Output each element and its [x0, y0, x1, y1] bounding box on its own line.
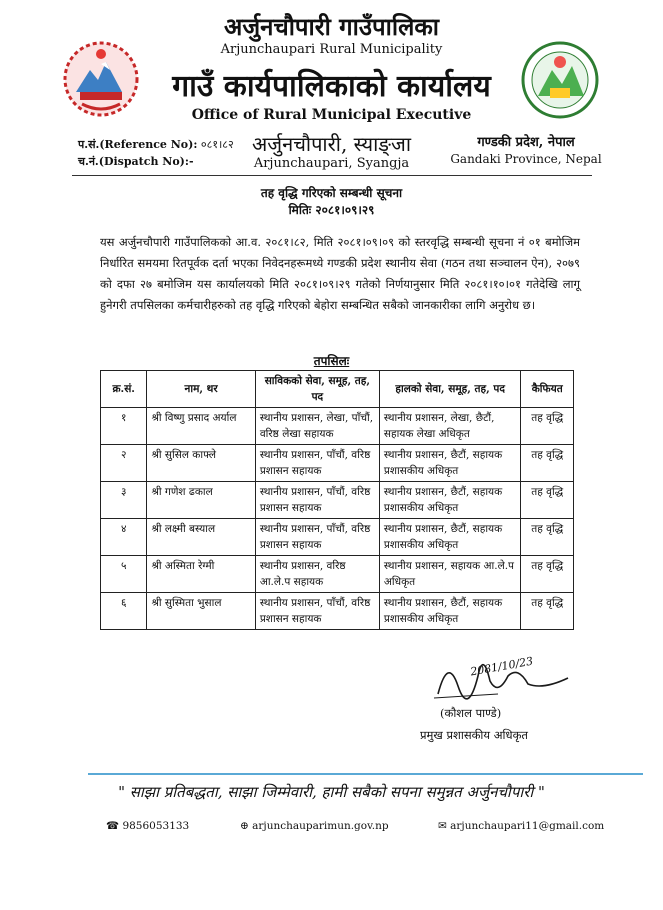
cell-new-post: स्थानीय प्रशासन, छैटौं, सहायक प्रशासकीय अधिकृत	[379, 482, 521, 519]
notice-date: मितिः २०८१।०९।२९	[288, 203, 375, 217]
cell-new-post: स्थानीय प्रशासन, छैटौं, सहायक प्रशासकीय अधिकृत	[379, 519, 521, 556]
cell-name: श्री सुसिल काफ्ले	[147, 445, 255, 482]
table-row	[101, 593, 574, 630]
cell-old-post: स्थानीय प्रशासन, पाँचौं, वरिष्ठ प्रशासन सहायक	[255, 482, 379, 519]
province-en: Gandaki Province, Nepal	[450, 152, 602, 166]
phone-number: 9856053133	[122, 820, 190, 832]
header-divider	[72, 175, 592, 176]
office-name-np: गाउँ कार्यपालिकाको कार्यालय	[172, 69, 491, 104]
signature-date: 2081/10/23	[469, 654, 535, 679]
cell-name: श्री विष्णु प्रसाद अर्याल	[147, 408, 255, 445]
cell-name: श्री सुस्मिता भुसाल	[147, 593, 255, 630]
cell-new-post: स्थानीय प्रशासन, छैटौं, सहायक प्रशासकीय अधिकृत	[379, 445, 521, 482]
tapsil-heading: तपसिलः	[313, 354, 350, 368]
reference-value: ०८१।८२	[200, 138, 234, 151]
signatory-title: प्रमुख प्रशासकीय अधिकृत	[420, 728, 528, 742]
footer-email	[438, 820, 604, 832]
footer-website	[240, 820, 389, 832]
office-name-en: Office of Rural Municipal Executive	[191, 107, 472, 123]
employee-table	[100, 370, 574, 630]
table-row	[101, 445, 574, 482]
cell-new-post: स्थानीय प्रशासन, छैटौं, सहायक प्रशासकीय अधिकृत	[379, 593, 521, 630]
signature-scribble	[428, 646, 578, 706]
footer-divider	[88, 773, 643, 775]
municipality-name-np: अर्जुनचौपारी गाउँपालिका	[223, 12, 440, 41]
col-header-new-post: हालको सेवा, समूह, तह, पद	[379, 371, 521, 408]
phone-icon: ☎	[106, 820, 120, 832]
dispatch-number	[78, 154, 194, 169]
cell-new-post: स्थानीय प्रशासन, सहायक आ.ले.प अधिकृत	[379, 556, 521, 593]
cell-old-post: स्थानीय प्रशासन, पाँचौं, वरिष्ठ प्रशासन सहायक	[255, 519, 379, 556]
cell-sn: २	[101, 445, 147, 482]
cell-sn: ४	[101, 519, 147, 556]
website-link[interactable]: arjunchauparimun.gov.np	[252, 820, 389, 832]
col-header-name: नाम, थर	[147, 371, 255, 408]
cell-sn: १	[101, 408, 147, 445]
cell-old-post: स्थानीय प्रशासन, पाँचौं, वरिष्ठ प्रशासन सहायक	[255, 445, 379, 482]
cell-remark: तह वृद्धि	[521, 408, 574, 445]
cell-old-post: स्थानीय प्रशासन, पाँचौं, वरिष्ठ प्रशासन सहायक	[255, 593, 379, 630]
cell-sn: ३	[101, 482, 147, 519]
cell-sn: ६	[101, 593, 147, 630]
reference-number	[78, 137, 234, 152]
cell-remark: तह वृद्धि	[521, 593, 574, 630]
place-np: अर्जुनचौपारी, स्याङ्जा	[251, 132, 412, 156]
table-row	[101, 519, 574, 556]
globe-icon: ⊕	[240, 820, 249, 832]
footer-phone	[106, 820, 189, 832]
cell-name: श्री लक्ष्मी बस्याल	[147, 519, 255, 556]
cell-remark: तह वृद्धि	[521, 445, 574, 482]
col-header-old-post: साविकको सेवा, समूह, तह, पद	[255, 371, 379, 408]
cell-sn: ५	[101, 556, 147, 593]
reference-label: प.सं.(Reference No):	[78, 138, 198, 151]
email-link[interactable]: arjunchaupari11@gmail.com	[450, 820, 605, 832]
table-row	[101, 556, 574, 593]
signatory-name: (कौशल पाण्डे)	[440, 706, 502, 720]
cell-name: श्री गणेश ढकाल	[147, 482, 255, 519]
col-header-remark: कैफियत	[521, 371, 574, 408]
table-header-row	[101, 371, 574, 408]
cell-remark: तह वृद्धि	[521, 519, 574, 556]
cell-old-post: स्थानीय प्रशासन, वरिष्ठ आ.ले.प सहायक	[255, 556, 379, 593]
place-en: Arjunchaupari, Syangja	[253, 156, 410, 171]
footer-slogan: " साझा प्रतिबद्धता, साझा जिम्मेवारी, हामी सबैको सपना समुन्नत अर्जुनचौपारी "	[118, 783, 545, 801]
table-row	[101, 482, 574, 519]
col-header-sn: क्र.सं.	[101, 371, 147, 408]
municipality-name-en: Arjunchaupari Rural Municipality	[220, 42, 443, 57]
table-row	[101, 408, 574, 445]
cell-remark: तह वृद्धि	[521, 556, 574, 593]
cell-new-post: स्थानीय प्रशासन, लेखा, छैटौं, सहायक लेखा अधिकृत	[379, 408, 521, 445]
mail-icon: ✉	[438, 820, 447, 832]
cell-name: श्री अस्मिता रेग्मी	[147, 556, 255, 593]
cell-old-post: स्थानीय प्रशासन, लेखा, पाँचौं, वरिष्ठ लेखा सहायक	[255, 408, 379, 445]
province-np: गण्डकी प्रदेश, नेपाल	[477, 135, 575, 150]
notice-body: यस अर्जुनचौपारी गाउँपालिकको आ.व. २०८१।८२, मिति २०८१।०९।०९ को स्तरवृद्धि सम्बन्धी सूचना नं ०१ बमोजिम निर्धारित समयमा रितपूर्वक दर्ता भएका निवेदनहरूमध्ये गण्डकी प्रदेश स्थानीय सेवा (गठन तथा सञ्चालन ऐन), २०७९ को दफा २७ बमोजिम यस कार्यालयको मिति २०८१।०९।२९ गतेको निर्णयानुसार मिति २०८१।१०।०१ गतेदेखि लागू हुनेगरी तपसिलका कर्मचारीहरुको तह वृद्धि गरिएको बेहोरा सम्बन्धित सबैको जानकारीका लागि अनुरोध छ।	[100, 235, 580, 312]
dispatch-label: च.नं.(Dispatch No):-	[78, 155, 194, 168]
notice-title: तह वृद्धि गरिएको सम्बन्धी सूचना	[260, 186, 403, 200]
cell-remark: तह वृद्धि	[521, 482, 574, 519]
